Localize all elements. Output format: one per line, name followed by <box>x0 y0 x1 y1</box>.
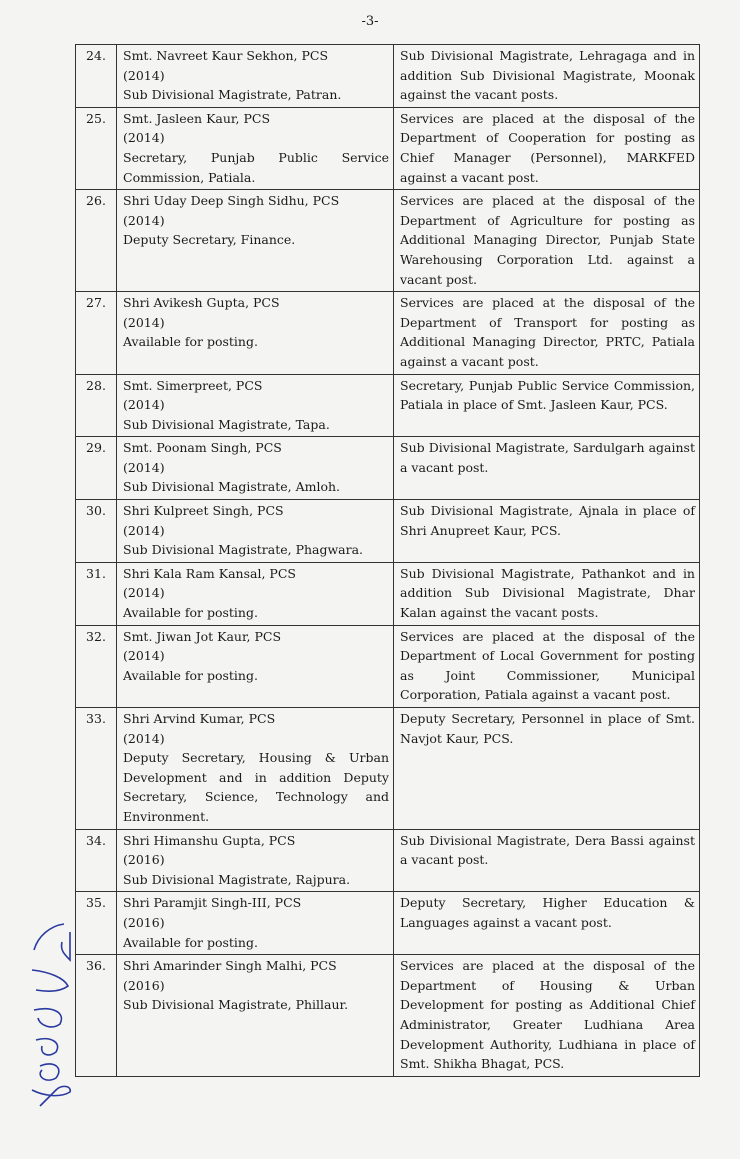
batch-year: (2014) <box>123 130 165 146</box>
officer-name: Smt. Jasleen Kaur, PCS <box>123 110 271 126</box>
current-posting: Sub Divisional Magistrate, Phillaur. <box>123 997 349 1013</box>
serial-number: 29. <box>76 437 117 500</box>
batch-year: (2016) <box>123 977 165 993</box>
officer-cell <box>117 107 394 189</box>
current-posting: Secretary, Punjab Public Service Commission, Patiala. <box>123 149 389 185</box>
officer-cell <box>117 190 394 292</box>
table-body <box>76 45 700 1077</box>
current-posting: Deputy Secretary, Housing & Urban Development and in addition Deputy Secretary, Science, Technology and Environment. <box>123 750 389 824</box>
serial-number: 33. <box>76 708 117 830</box>
officer-name: Smt. Poonam Singh, PCS <box>123 440 282 456</box>
new-posting: Sub Divisional Magistrate, Lehragaga and in addition Sub Divisional Magistrate, Moonak against the vacant posts. <box>394 45 700 108</box>
table-row <box>76 955 700 1077</box>
current-posting: Available for posting. <box>123 605 258 621</box>
serial-number: 24. <box>76 45 117 108</box>
batch-year: (2014) <box>123 212 165 228</box>
batch-year: (2014) <box>123 585 165 601</box>
table-row <box>76 829 700 892</box>
table-row <box>76 892 700 955</box>
officer-cell <box>117 292 394 374</box>
current-posting: Available for posting. <box>123 334 258 350</box>
new-posting: Secretary, Punjab Public Service Commission, Patiala in place of Smt. Jasleen Kaur, PCS. <box>394 374 700 437</box>
officer-name: Shri Kulpreet Singh, PCS <box>123 503 284 519</box>
current-posting: Deputy Secretary, Finance. <box>123 232 296 248</box>
officer-cell <box>117 955 394 1077</box>
serial-number: 28. <box>76 374 117 437</box>
officer-cell <box>117 500 394 563</box>
current-posting: Available for posting. <box>123 667 258 683</box>
officer-cell <box>117 374 394 437</box>
batch-year: (2016) <box>123 852 165 868</box>
page-number: -3- <box>361 14 379 29</box>
batch-year: (2014) <box>123 522 165 538</box>
officer-cell <box>117 892 394 955</box>
serial-number: 32. <box>76 625 117 707</box>
serial-number: 25. <box>76 107 117 189</box>
batch-year: (2014) <box>123 648 165 664</box>
table-row <box>76 625 700 707</box>
batch-year: (2014) <box>123 730 165 746</box>
table-row <box>76 292 700 374</box>
serial-number: 31. <box>76 562 117 625</box>
new-posting: Deputy Secretary, Higher Education & Languages against a vacant post. <box>394 892 700 955</box>
officer-name: Smt. Jiwan Jot Kaur, PCS <box>123 628 282 644</box>
serial-number: 34. <box>76 829 117 892</box>
new-posting: Services are placed at the disposal of the Department of Agriculture for posting as Additional Managing Director, Punjab State Warehousing Corporation Ltd. against a vacant post. <box>394 190 700 292</box>
current-posting: Sub Divisional Magistrate, Rajpura. <box>123 871 351 887</box>
officer-name: Shri Himanshu Gupta, PCS <box>123 832 296 848</box>
officer-name: Shri Kala Ram Kansal, PCS <box>123 565 296 581</box>
table-row <box>76 107 700 189</box>
serial-number: 27. <box>76 292 117 374</box>
officer-cell <box>117 562 394 625</box>
serial-number: 30. <box>76 500 117 563</box>
officer-name: Shri Avikesh Gupta, PCS <box>123 295 280 311</box>
table-row <box>76 562 700 625</box>
batch-year: (2016) <box>123 914 165 930</box>
current-posting: Sub Divisional Magistrate, Phagwara. <box>123 542 364 558</box>
officer-cell <box>117 829 394 892</box>
new-posting: Sub Divisional Magistrate, Dera Bassi against a vacant post. <box>394 829 700 892</box>
officer-name: Shri Uday Deep Singh Sidhu, PCS <box>123 193 340 209</box>
officer-cell <box>117 708 394 830</box>
new-posting: Services are placed at the disposal of the Department of Transport for posting as Additional Managing Director, PRTC, Patiala against a vacant post. <box>394 292 700 374</box>
table-row <box>76 374 700 437</box>
officer-name: Smt. Navreet Kaur Sekhon, PCS <box>123 48 329 63</box>
officer-name: Shri Arvind Kumar, PCS <box>123 711 276 726</box>
current-posting: Available for posting. <box>123 934 258 950</box>
new-posting: Deputy Secretary, Personnel in place of Smt. Navjot Kaur, PCS. <box>394 708 700 830</box>
current-posting: Sub Divisional Magistrate, Amloh. <box>123 479 340 495</box>
table-row <box>76 190 700 292</box>
new-posting: Sub Divisional Magistrate, Pathankot and in addition Sub Divisional Magistrate, Dhar Kalan against the vacant posts. <box>394 562 700 625</box>
signature-icon <box>20 920 82 1110</box>
officer-name: Smt. Simerpreet, PCS <box>123 377 263 393</box>
new-posting: Services are placed at the disposal of the Department of Local Government for posting as Joint Commissioner, Municipal Corporation, Patiala against a vacant post. <box>394 625 700 707</box>
officer-cell <box>117 45 394 108</box>
serial-number: 26. <box>76 190 117 292</box>
table-row <box>76 708 700 830</box>
table-row <box>76 500 700 563</box>
new-posting: Sub Divisional Magistrate, Sardulgarh against a vacant post. <box>394 437 700 500</box>
serial-number: 35. <box>76 892 117 955</box>
new-posting: Services are placed at the disposal of the Department of Housing & Urban Development for posting as Additional Chief Administrator, Greater Ludhiana Area Development Authority, Ludhiana in place of Smt. Shikha Bhagat, PCS. <box>394 955 700 1077</box>
table-row <box>76 437 700 500</box>
handwritten-signature <box>20 920 82 1110</box>
new-posting: Sub Divisional Magistrate, Ajnala in place of Shri Anupreet Kaur, PCS. <box>394 500 700 563</box>
current-posting: Sub Divisional Magistrate, Patran. <box>123 87 342 103</box>
serial-number: 36. <box>76 955 117 1077</box>
postings-table <box>75 44 700 1077</box>
officer-cell <box>117 437 394 500</box>
officer-cell <box>117 625 394 707</box>
batch-year: (2014) <box>123 314 165 330</box>
table-row <box>76 45 700 108</box>
current-posting: Sub Divisional Magistrate, Tapa. <box>123 416 330 432</box>
batch-year: (2014) <box>123 397 165 413</box>
new-posting: Services are placed at the disposal of the Department of Cooperation for posting as Chief Manager (Personnel), MARKFED against a vacant post. <box>394 107 700 189</box>
officer-name: Shri Amarinder Singh Malhi, PCS <box>123 958 337 974</box>
batch-year: (2014) <box>123 459 165 475</box>
officer-name: Shri Paramjit Singh-III, PCS <box>123 895 302 911</box>
batch-year: (2014) <box>123 67 165 83</box>
